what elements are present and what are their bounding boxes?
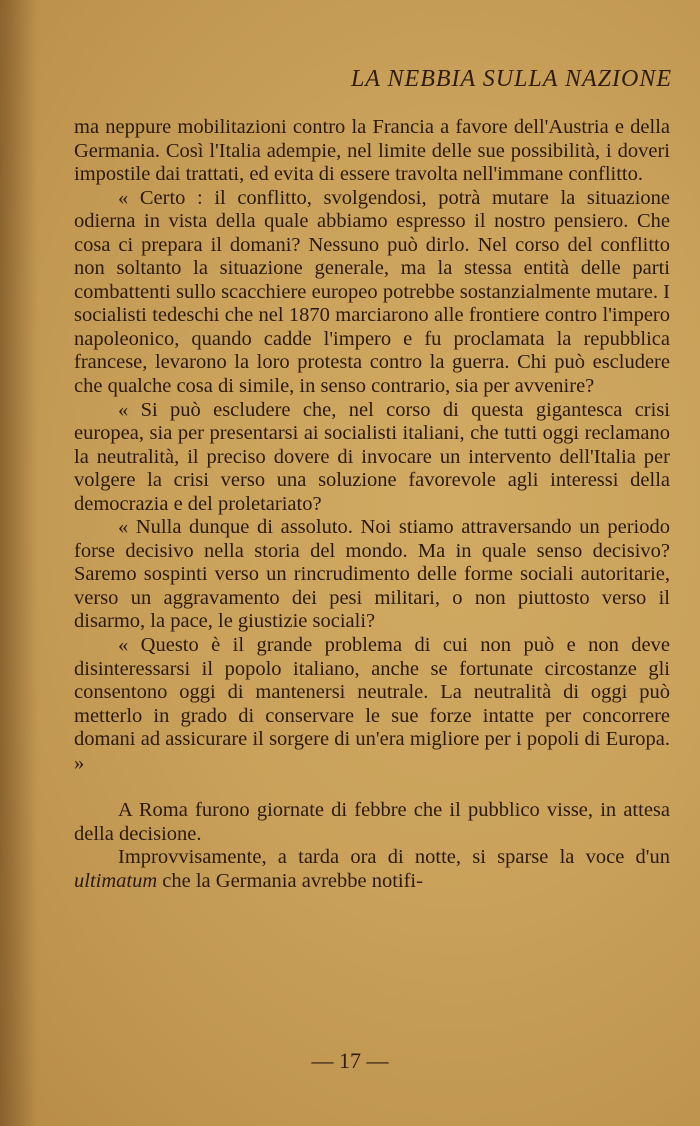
paragraph-continued: ma neppure mobilitazioni contro la Francia a favore dell'Austria e della Germania. Così l'Italia adempie, nel limite delle sue possibilità, i doveri impostile dai trattati, ed evita di essere travolta nell'immane conflitto. [74,116,670,186]
body-text [74,116,670,894]
paragraph-roma: A Roma furono giornate di febbre che il pubblico visse, in attesa della decisione. [74,799,670,845]
paragraph-quote-problema: « Questo è il grande problema di cui non può e non deve disinteressarsi il popolo italiano, anche se fortunate circostanze gli consentono oggi di mantenersi neutrale. La neutralità di oggi può metterlo in grado di conservare le sue forze intatte per concorrere domani ad assicurare il sorgere di un'era migliore per i popoli di Europa. » [74,634,670,774]
binding-shadow [0,0,38,1126]
paragraph-quote-nulla: « Nulla dunque di assoluto. Noi stiamo attraversando un periodo forse decisivo nella storia del mondo. Ma in quale senso decisivo? Saremo sospinti verso un rincrudimento delle forme sociali autoritarie, verso un aggravamento dei pesi militari, o non piuttosto verso il disarmo, la pace, le giustizie sociali? [74,516,670,633]
paragraph-quote-escludere: « Si può escludere che, nel corso di questa gigantesca crisi europea, sia per presentarsi ai socialisti italiani, che tutti oggi reclamano la neutralità, il preciso dovere di invocare un intervento dell'Italia per volgere la crisi verso una soluzione favorevole agli interessi della democrazia e del proletariato? [74,398,670,515]
paragraph-text-end: che la Germania avrebbe notifi- [157,869,423,892]
page-number: — 17 — [311,1048,389,1073]
paragraph-quote-certo: « Certo : il conflitto, svolgendosi, potrà mutare la situazione odierna in vista della quale abbiamo espresso il nostro pensiero. Che cosa ci prepara il domani? Nessuno può dirlo. Nel corso del conflitto non soltanto la situazione generale, ma la stessa entità delle parti combattenti sullo scacchiere europeo potrebbe sostanzialmente mutare. I socialisti tedeschi che nel 1870 marciarono alle frontiere contro l'impero napoleonico, quando cadde l'impero e fu proclamata la repubblica francese, levarono la loro protesta contro la guerra. Chi può escludere che qualche cosa di simile, in senso contrario, sia per avvenire? [74,186,670,398]
paragraph-improvvisamente [74,846,670,893]
italic-word: ultimatum [74,869,158,892]
paragraph-text-start: Improvvisamente, a tarda ora di notte, si sparse la voce d'un [118,846,670,869]
running-header: LA NEBBIA SULLA NAZIONE [350,66,672,92]
